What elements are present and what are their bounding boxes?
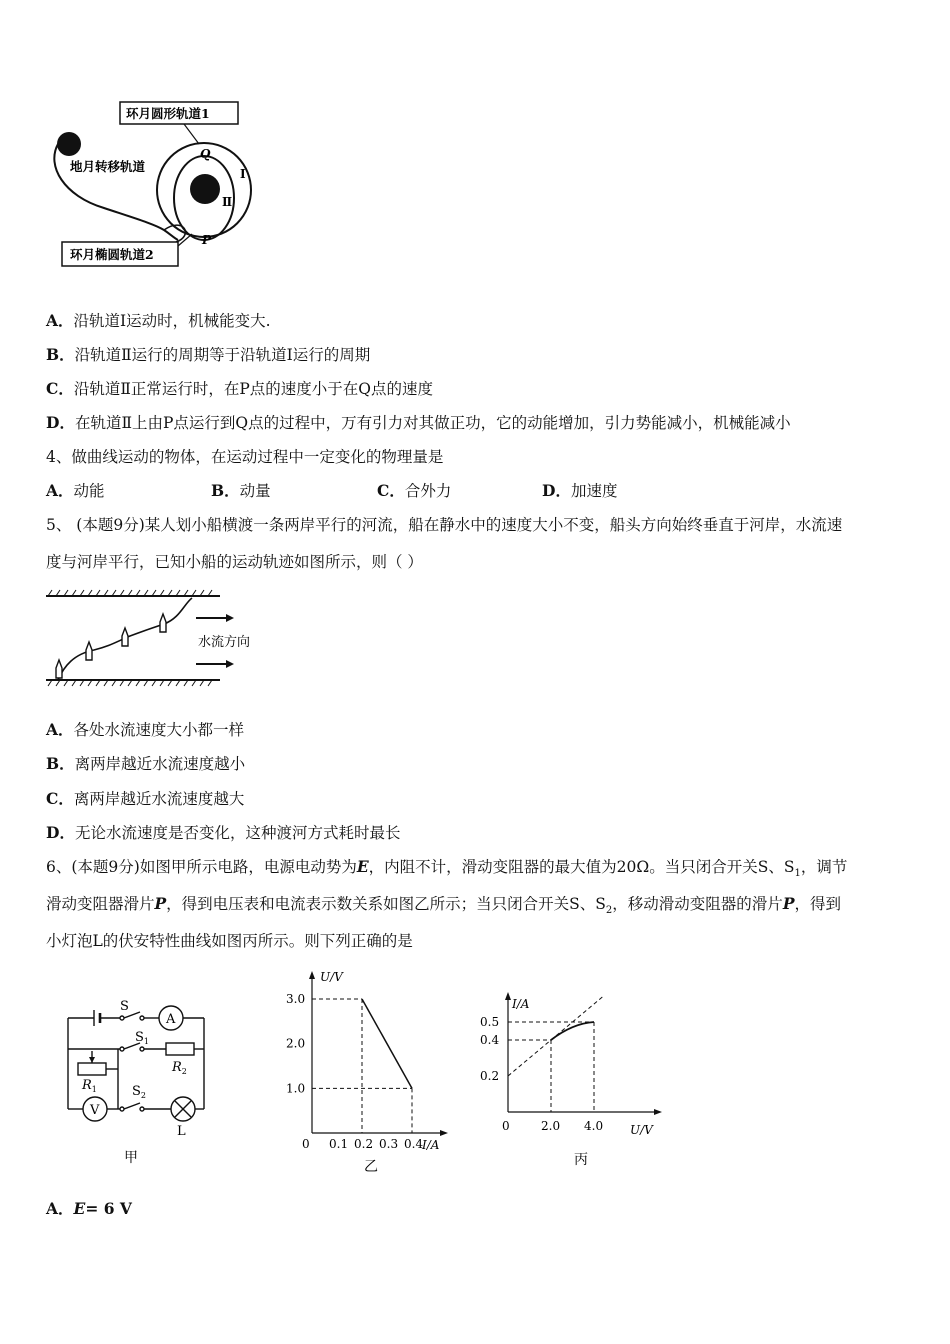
water-flow-label: 水流方向 [198, 635, 251, 650]
q5-option-d: D．无论水流速度是否变化，这种渡河方式耗时最长 [46, 823, 401, 842]
q3-option-b: B．沿轨道Ⅱ运行的周期等于沿轨道Ⅰ运行的周期 [46, 345, 371, 364]
ammeter-icon: A [166, 1012, 176, 1027]
q4-stem: 4、做曲线运动的物体，在运动过程中一定变化的物理量是 [46, 448, 444, 466]
chart-caption: 乙 [364, 1159, 378, 1173]
q4-option-b: B．动量 [211, 481, 271, 500]
x-tick-label: 0.3 [379, 1137, 399, 1151]
x-tick-label: 0 [502, 1119, 510, 1133]
series-line [362, 999, 412, 1088]
lamp-label: L [177, 1124, 186, 1139]
y-tick-label: 0.4 [480, 1033, 500, 1047]
q3-option-a: A．沿轨道Ⅰ运动时，机械能变大. [46, 311, 271, 330]
x-tick-label: 0 [302, 1137, 310, 1151]
river-figure [44, 588, 256, 690]
q6-stem-line1: 6、(本题9分)如图甲所示电路，电源电动势为E，内阻不计，滑动变阻器的最大值为20Ω。当只闭合开关S、$S_1$，调节 [46, 857, 848, 880]
q4-option-d: D．加速度 [542, 481, 618, 500]
q6-stem-line2: 滑动变阻器滑片P，得到电压表和电流表示数关系如图乙所示；当只闭合开关S、$S_2$，移动滑动变阻器的滑片P，得到 [46, 894, 841, 917]
q5-option-c: C．离两岸越近水流速度越大 [46, 789, 245, 808]
y-tick-label: 3.0 [286, 992, 306, 1006]
circuit-figure [58, 993, 218, 1173]
y-tick-label: 0.2 [480, 1069, 500, 1083]
resistor-r1-label: $R_1$ [82, 1078, 97, 1094]
x-tick-label: 0.4 [404, 1137, 424, 1151]
orbit-figure [44, 96, 264, 276]
x-axis-label: U/V [630, 1123, 653, 1137]
q3-option-c: C．沿轨道Ⅱ正常运行时，在P点的速度小于在Q点的速度 [46, 379, 434, 398]
q5-stem-line2: 度与河岸平行，已知小船的运动轨迹如图所示，则（ ） [46, 553, 423, 571]
q3-option-d: D．在轨道Ⅱ上由P点运行到Q点的过程中，万有引力对其做正功，它的动能增加，引力势能减小，机械能减小 [46, 413, 791, 432]
x-tick-label: 0.2 [354, 1137, 374, 1151]
label-circular-orbit: 环月圆形轨道1 [126, 106, 210, 121]
q4-option-c: C．合外力 [377, 481, 452, 500]
x-axis-arrow [440, 1130, 448, 1136]
circuit-caption: 甲 [124, 1150, 138, 1166]
earth [57, 132, 81, 156]
y-axis-label: I/A [512, 997, 530, 1011]
q6-option-a: A．E= 6 V [46, 1199, 132, 1218]
q5-option-b: B．离两岸越近水流速度越小 [46, 754, 246, 773]
x-tick-label: 4.0 [584, 1119, 604, 1133]
y-axis-arrow [309, 971, 315, 979]
orbit-ii-label: Ⅱ [222, 195, 233, 209]
label-transfer-orbit: 地月转移轨道 [70, 159, 146, 174]
voltmeter-icon: V [90, 1103, 100, 1118]
orbit-i-label: I [240, 167, 246, 181]
x-tick-label: 0.1 [329, 1137, 349, 1151]
point-q: Q [200, 147, 211, 161]
y-axis-arrow [505, 992, 511, 1000]
switch-s1-label: $S_1$ [135, 1030, 149, 1046]
chart-yi [280, 968, 460, 1173]
y-tick-label: 0.5 [480, 1015, 500, 1029]
x-axis-arrow [654, 1109, 662, 1115]
y-axis-label: U/V [320, 970, 343, 984]
q4-option-a: A．动能 [46, 481, 105, 500]
series-curve [551, 1022, 594, 1040]
y-tick-label: 1.0 [286, 1081, 306, 1096]
q6-stem-line3: 小灯泡L的伏安特性曲线如图丙所示。则下列正确的是 [46, 932, 413, 950]
y-tick-label: 2.0 [286, 1036, 306, 1051]
point-p: P [202, 233, 212, 247]
label-elliptical-orbit: 环月椭圆轨道2 [70, 247, 154, 262]
x-axis-label: I/A [422, 1138, 440, 1152]
moon [190, 174, 220, 204]
chart-bing [474, 980, 674, 1175]
chart-caption: 丙 [574, 1152, 588, 1168]
resistor-r2-label: $R_2$ [172, 1060, 187, 1076]
q5-option-a: A．各处水流速度大小都一样 [46, 720, 245, 739]
boat-icon [56, 614, 166, 678]
switch-s2-label: $S_2$ [132, 1084, 146, 1100]
x-tick-label: 2.0 [541, 1119, 561, 1133]
switch-s-label: S [120, 999, 129, 1014]
q5-stem-line1: 5、 (本题9分)某人划小船横渡一条两岸平行的河流，船在静水中的速度大小不变，船头方向始终垂直于河岸，水流速 [46, 516, 843, 534]
